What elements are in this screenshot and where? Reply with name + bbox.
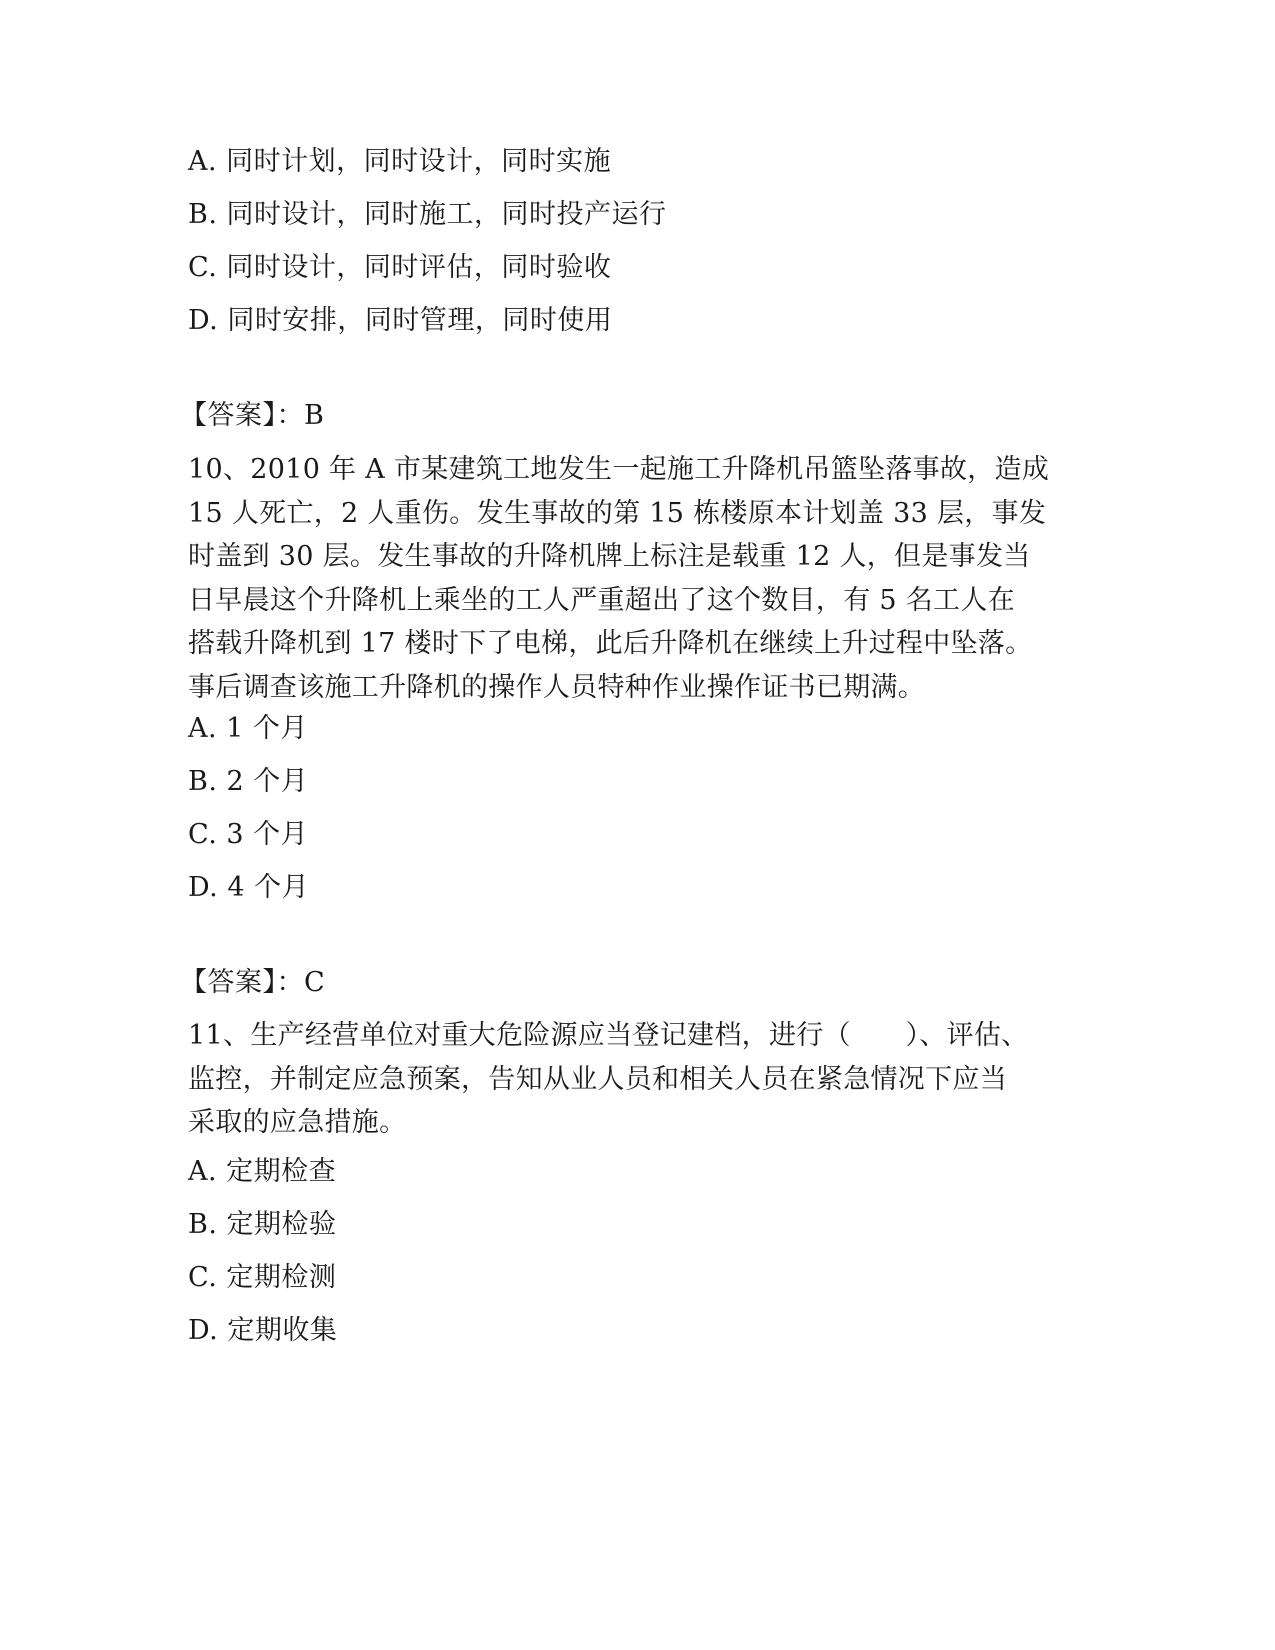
q11-stem-line: 采取的应急措施。 — [188, 1107, 407, 1138]
q9-option-a: A. 同时计划，同时设计，同时实施 — [188, 146, 612, 177]
q11-option-c: C. 定期检测 — [188, 1262, 337, 1293]
q10-option-d: D. 4 个月 — [188, 872, 310, 903]
q9-answer: 【答案】：B — [180, 400, 325, 431]
q10-stem-line: 搭载升降机到 17 楼时下了电梯，此后升降机在继续上升过程中坠落。 — [188, 628, 1033, 659]
q9-option-c: C. 同时设计，同时评估，同时验收 — [188, 252, 612, 283]
q10-answer: 【答案】：C — [180, 967, 326, 998]
q11-stem-line: 监控，并制定应急预案，告知从业人员和相关人员在紧急情况下应当 — [188, 1063, 1007, 1095]
q10-stem-line: 15 人死亡，2 人重伤。发生事故的第 15 栋楼原本计划盖 33 层，事发 — [188, 497, 1047, 529]
q10-stem — [188, 448, 1083, 709]
q11-option-d: D. 定期收集 — [188, 1315, 338, 1346]
q11-stem-line: 11、生产经营单位对重大危险源应当登记建档，进行（ ）、评估、 — [188, 1020, 1029, 1051]
q9-option-b: B. 同时设计，同时施工，同时投产运行 — [188, 199, 667, 230]
q11-stem — [188, 1014, 1083, 1145]
q10-option-a: A. 1 个月 — [188, 713, 308, 744]
q11-option-b: B. 定期检验 — [188, 1209, 337, 1240]
q10-stem-line: 时盖到 30 层。发生事故的升降机牌上标注是载重 12 人，但是事发当 — [188, 541, 1031, 572]
q10-stem-line: 日早晨这个升降机上乘坐的工人严重超出了这个数目，有 5 名工人在 — [188, 584, 1015, 616]
q10-stem-line: 10、2010 年 A 市某建筑工地发生一起施工升降机吊篮坠落事故，造成 — [188, 454, 1050, 485]
q9-option-d: D. 同时安排，同时管理，同时使用 — [188, 305, 613, 336]
q11-option-a: A. 定期检查 — [188, 1156, 337, 1187]
q10-stem-line: 事后调查该施工升降机的操作人员特种作业操作证书已期满。 — [188, 671, 926, 703]
q10-option-c: C. 3 个月 — [188, 819, 309, 850]
q10-option-b: B. 2 个月 — [188, 766, 309, 797]
